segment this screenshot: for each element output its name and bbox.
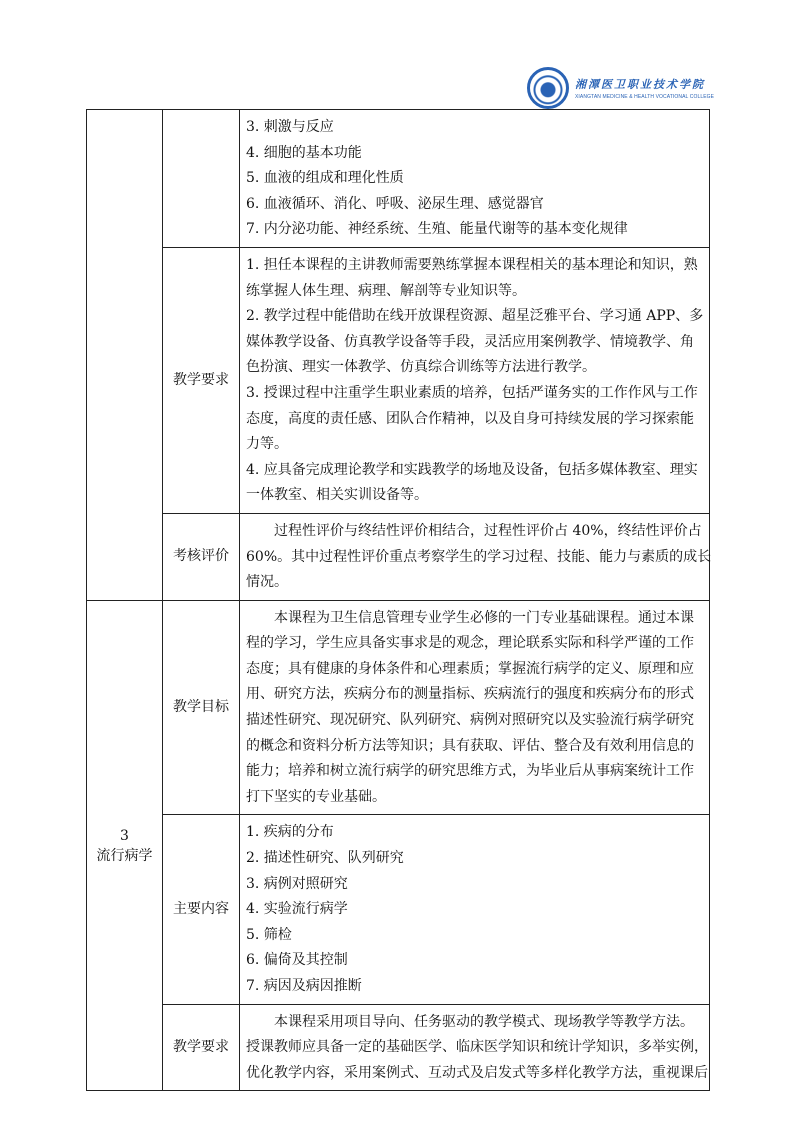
table-row <box>87 247 710 513</box>
text-line: 60%。其中过程性评价重点考察学生的学习过程、技能、能力与素质的成长 <box>246 548 712 565</box>
course-number: 3 <box>120 827 129 844</box>
college-name-cn: 湘潭医卫职业技术学院 <box>575 78 705 91</box>
text-line: 优化教学内容，采用案例式、互动式及启发式等多样化教学方法，重视课后 <box>246 1064 708 1081</box>
text-line: 态度，高度的责任感、团队合作精神，以及自身可持续发展的学习探索能 <box>246 410 694 427</box>
college-logo <box>527 66 717 110</box>
text-line: 本课程采用项目导向、任务驱动的教学模式、现场教学等教学方法。 <box>274 1013 694 1030</box>
text-line: 打下坚实的专业基础。 <box>246 788 386 805</box>
text-line: 本课程为卫生信息管理专业学生必修的一门专业基础课程。通过本课 <box>274 609 694 626</box>
text-line: 色扮演、理实一体教学、仿真综合训练等方法进行教学。 <box>246 359 596 376</box>
list-item: 6. 血液循环、消化、呼吸、泌尿生理、感觉器官 <box>246 195 544 212</box>
text-line: 授课教师应具备一定的基础医学、临床医学知识和统计学知识，多举实例， <box>246 1039 708 1056</box>
text-line: 能力；培养和树立流行病学的研究思维方式，为毕业后从事病案统计工作 <box>246 763 694 780</box>
assessment-cell <box>240 513 710 600</box>
prev-course-number-cell <box>87 110 163 601</box>
prev-content-cell <box>240 110 710 248</box>
text-line: 媒体教学设备、仿真教学设备等手段，灵活应用案例教学、情境教学、角 <box>246 333 694 350</box>
list-item: 5. 血液的组成和理化性质 <box>246 170 404 187</box>
list-item: 7. 内分泌功能、神经系统、生殖、能量代谢等的基本变化规律 <box>246 221 628 238</box>
text-line: 态度；具有健康的身体条件和心理素质；掌握流行病学的定义、原理和应 <box>246 660 694 677</box>
list-item: 3. 刺激与反应 <box>246 119 334 135</box>
college-seal-icon <box>527 67 569 109</box>
list-item: 7. 病因及病因推断 <box>246 978 362 994</box>
assessment-label: 考核评价 <box>163 513 240 600</box>
table-row <box>87 815 710 1004</box>
table-row <box>87 1004 710 1091</box>
text-line: 1. 担任本课程的主讲教师需要熟练掌握本课程相关的基本理论和知识，熟 <box>246 256 698 273</box>
logo-text <box>575 76 714 100</box>
teaching-req-label: 教学要求 <box>163 247 240 513</box>
content-label: 主要内容 <box>163 815 240 1004</box>
objective-label: 教学目标 <box>163 600 240 815</box>
course-name: 流行病学 <box>96 847 153 864</box>
list-item: 6. 偏倚及其控制 <box>246 952 348 969</box>
text-line: 的概念和资料分析方法等知识；具有获取、评估、整合及有效利用信息的 <box>246 737 694 754</box>
content-cell <box>240 815 710 1004</box>
teaching-req-cell <box>240 1004 710 1091</box>
table-row <box>87 513 710 600</box>
text-line: 一体教室、相关实训设备等。 <box>246 487 428 504</box>
list-item: 4. 实验流行病学 <box>246 901 348 918</box>
list-item: 2. 描述性研究、队列研究 <box>246 850 404 867</box>
text-line: 过程性评价与终结性评价相结合，过程性评价占 40%，终结性评价占 <box>274 522 702 539</box>
objective-cell <box>240 600 710 815</box>
course-table <box>86 109 710 1091</box>
text-line: 力等。 <box>246 436 288 453</box>
course-number-cell <box>87 600 163 1091</box>
text-line: 情况。 <box>246 574 288 591</box>
list-item: 1. 疾病的分布 <box>246 824 334 841</box>
teaching-req-label: 教学要求 <box>163 1004 240 1091</box>
list-item: 3. 病例对照研究 <box>246 875 348 892</box>
prev-content-label-cell <box>163 110 240 248</box>
text-line: 程的学习，学生应具备实事求是的观念，理论联系实际和科学严谨的工作 <box>246 635 694 652</box>
table-row <box>87 110 710 248</box>
text-line: 4. 应具备完成理论教学和实践教学的场地及设备，包括多媒体教室、理实 <box>246 461 698 478</box>
teaching-req-cell <box>240 247 710 513</box>
college-name-en: XIANGTAN MEDICINE & HEALTH VOCATIONAL COLLEGE <box>575 94 715 100</box>
text-line: 3. 授课过程中注重学生职业素质的培养，包括严谨务实的工作作风与工作 <box>246 384 698 401</box>
text-line: 用、研究方法，疾病分布的测量指标、疾病流行的强度和疾病分布的形式 <box>246 686 694 703</box>
text-line: 练掌握人体生理、病理、解剖等专业知识等。 <box>246 282 526 299</box>
table-row <box>87 600 710 815</box>
text-line: 描述性研究、现况研究、队列研究、病例对照研究以及实验流行病学研究 <box>246 712 694 729</box>
text-line: 2. 教学过程中能借助在线开放课程资源、超星泛雅平台、学习通 APP、多 <box>246 308 704 325</box>
list-item: 4. 细胞的基本功能 <box>246 144 362 161</box>
list-item: 5. 筛检 <box>246 926 292 943</box>
